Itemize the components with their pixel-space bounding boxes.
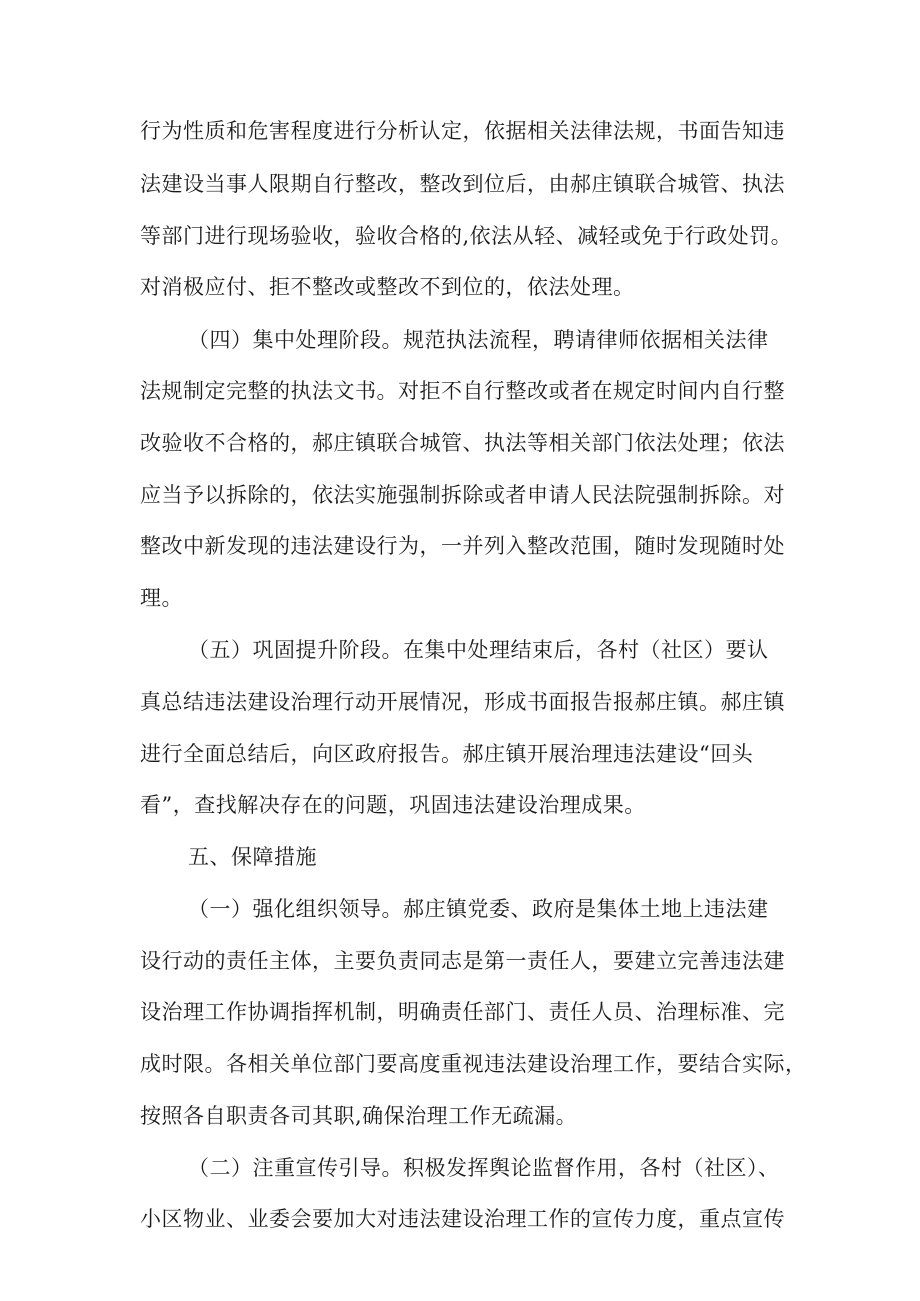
text-line: 行为性质和危害程度进行分析认定，依据相关法律法规，书面告知违: [140, 119, 785, 143]
text-line: 整改中新发现的违法建设行为，一并列入整改范围，随时发现随时处: [140, 534, 785, 558]
text-line: 应当予以拆除的，依法实施强制拆除或者申请人民法院强制拆除。对: [140, 483, 785, 507]
text-line: 按照各自职责各司其职,确保治理工作无疏漏。: [140, 1104, 578, 1128]
text-line: 真总结违法建设治理行动开展情况，形成书面报告报郝庄镇。郝庄镇: [140, 690, 785, 714]
section-heading: 五、保障措施: [188, 845, 317, 869]
paragraph-heading-4: （四）集中处理阶段。规范执法流程，聘请律师依据相关法律: [188, 328, 769, 352]
text-line: 成时限。各相关单位部门要高度重视违法建设治理工作，要结合实际，: [140, 1052, 807, 1076]
text-line: 改验收不合格的，郝庄镇联合城管、执法等相关部门依法处理；依法: [140, 431, 785, 455]
text-line: 法规制定完整的执法文书。对拒不自行整改或者在规定时间内自行整: [140, 379, 785, 403]
text-line: 小区物业、业委会要加大对违法建设治理工作的宣传力度，重点宣传: [140, 1207, 785, 1231]
text-line: 设行动的责任主体，主要负责同志是第一责任人，要建立完善违法建: [140, 949, 785, 973]
text-line: 进行全面总结后，向区政府报告。郝庄镇开展治理违法建设“回头: [140, 742, 754, 766]
paragraph-heading-5: （五）巩固提升阶段。在集中处理结束后，各村（社区）要认: [188, 638, 769, 662]
text-line: 理。: [140, 586, 183, 610]
paragraph-heading-2: （二）注重宣传引导。积极发挥舆论监督作用，各村（社区）、: [188, 1156, 780, 1180]
text-line: 看”，查找解决存在的问题，巩固违法建设治理成果。: [140, 793, 646, 817]
text-line: 对消极应付、拒不整改或整改不到位的，依法处理。: [140, 275, 635, 299]
paragraph-heading-1: （一）强化组织领导。郝庄镇党委、政府是集体土地上违法建: [188, 897, 769, 921]
text-line: 设治理工作协调指挥机制，明确责任部门、责任人员、治理标准、完: [140, 1000, 785, 1024]
text-line: 等部门进行现场验收，验收合格的,依法从轻、减轻或免于行政处罚。: [140, 224, 793, 248]
text-line: 法建设当事人限期自行整改，整改到位后，由郝庄镇联合城管、执法: [140, 172, 785, 196]
